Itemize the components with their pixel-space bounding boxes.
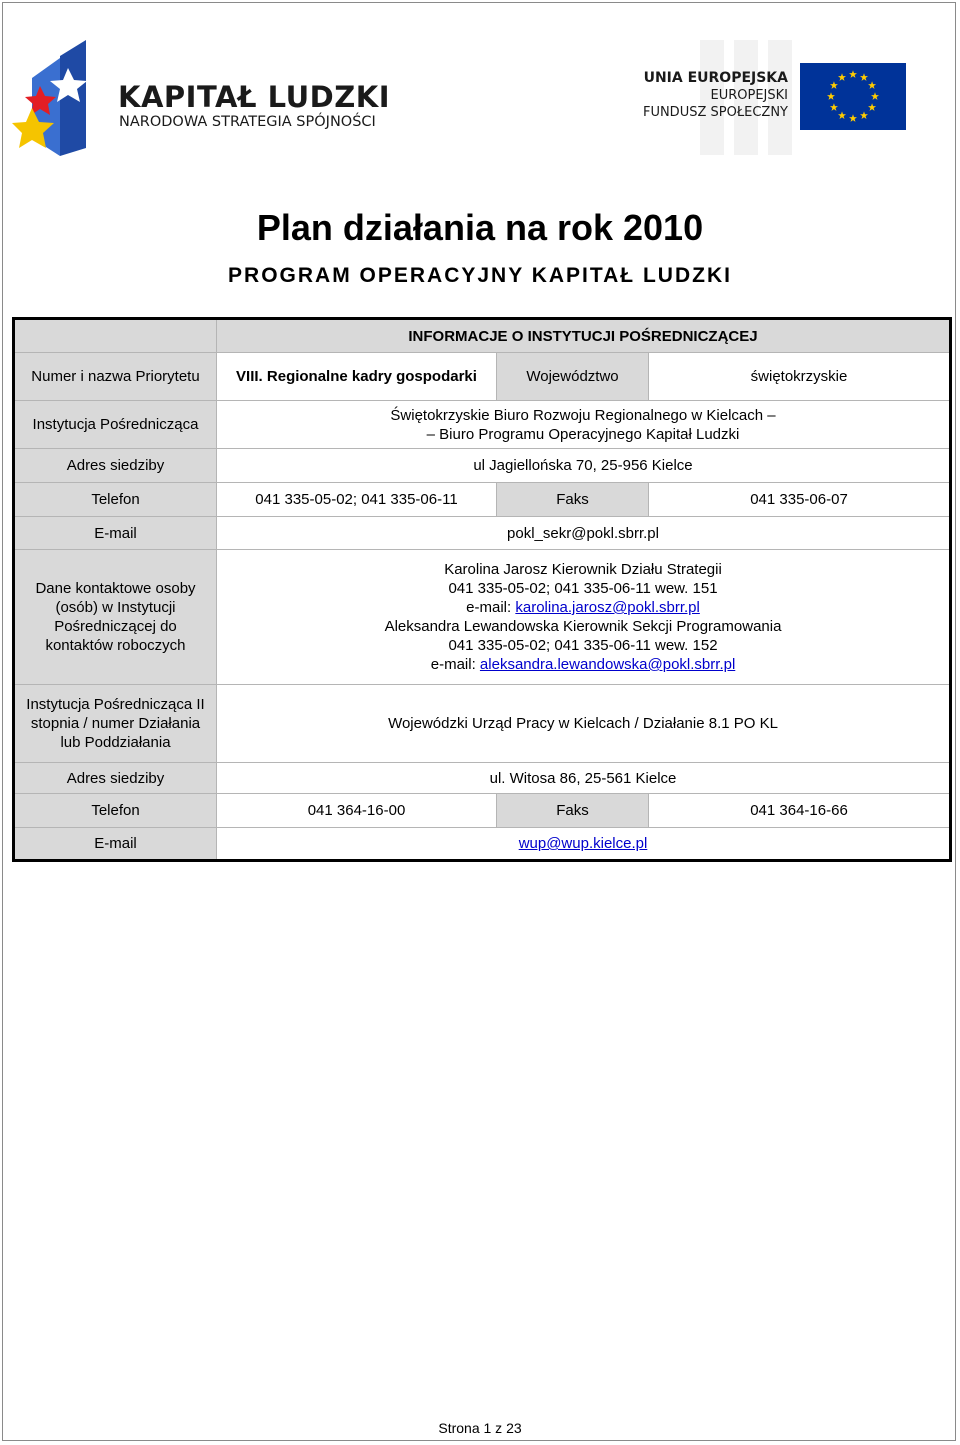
ip-label: Instytucja Pośrednicząca xyxy=(14,401,217,449)
contact-1-email-prefix: e-mail: xyxy=(466,599,516,616)
faks-value: 041 335-06-07 xyxy=(649,483,951,517)
faks2-value: 041 364-16-66 xyxy=(649,794,951,828)
document-title: Plan działania na rok 2010 xyxy=(256,207,704,248)
telefon-label: Telefon xyxy=(14,483,217,517)
table-row xyxy=(14,763,951,794)
eu-line-2: EUROPEJSKI xyxy=(710,88,788,103)
contact-2-email-line xyxy=(221,655,945,674)
eu-text-block xyxy=(643,70,788,121)
kapital-ludzki-subtitle: NARODOWA STRATEGIA SPÓJNOŚCI xyxy=(119,114,376,130)
adres-label: Adres siedziby xyxy=(14,449,217,483)
contact-2-name: Aleksandra Lewandowska Kierownik Sekcji Programowania xyxy=(384,618,782,635)
contact-1-name: Karolina Jarosz Kierownik Działu Strategii xyxy=(444,561,722,578)
email-label: E-mail xyxy=(14,517,217,550)
table-row xyxy=(14,483,951,517)
contact-1-email-link[interactable]: karolina.jarosz@pokl.sbrr.pl xyxy=(515,599,700,616)
telefon2-label: Telefon xyxy=(14,794,217,828)
table-row xyxy=(14,550,951,685)
kontakt-label: Dane kontaktowe osoby (osób) w Instytucji Pośredniczącej do kontaktów roboczych xyxy=(14,550,217,685)
faks-label: Faks xyxy=(497,483,649,517)
email2-label: E-mail xyxy=(14,828,217,861)
table-row xyxy=(14,353,951,401)
table-header-row xyxy=(14,319,951,353)
contact-1-email-line xyxy=(221,598,945,617)
faks2-label: Faks xyxy=(497,794,649,828)
ip-value xyxy=(217,401,951,449)
ip2-label: Instytucja Pośrednicząca II stopnia / numer Działania lub Poddziałania xyxy=(14,685,217,763)
telefon2-value: 041 364-16-00 xyxy=(217,794,497,828)
ip-value-line-1: Świętokrzyskie Biuro Rozwoju Regionalnego w Kielcach – xyxy=(390,406,776,424)
email2-value xyxy=(217,828,951,861)
contact-1-phone: 041 335-05-02; 041 335-06-11 wew. 151 xyxy=(448,580,718,597)
ip2-value: Wojewódzki Urząd Pracy w Kielcach / Działanie 8.1 PO KL xyxy=(217,685,951,763)
table-row xyxy=(14,401,951,449)
wojewodztwo-label: Województwo xyxy=(497,353,649,401)
table-row xyxy=(14,449,951,483)
table-row xyxy=(14,794,951,828)
email2-link[interactable]: wup@wup.kielce.pl xyxy=(518,835,648,852)
contact-2-email-prefix: e-mail: xyxy=(430,656,480,673)
table-row xyxy=(14,517,951,550)
eu-flag-icon xyxy=(800,63,906,130)
kapital-ludzki-title: KAPITAŁ LUDZKI xyxy=(118,80,391,114)
table-header: INFORMACJE O INSTYTUCJI POŚREDNICZĄCEJ xyxy=(217,319,951,353)
page-number: Strona 1 z 23 xyxy=(438,1420,522,1436)
document-subtitle: PROGRAM OPERACYJNY KAPITAŁ LUDZKI xyxy=(228,264,732,287)
table-row xyxy=(14,828,951,861)
institution-info-table xyxy=(12,317,952,862)
adres2-label: Adres siedziby xyxy=(14,763,217,794)
priorytet-label: Numer i nazwa Priorytetu xyxy=(14,353,217,401)
adres-value: ul Jagiellońska 70, 25-956 Kielce xyxy=(217,449,951,483)
email-value: pokl_sekr@pokl.sbrr.pl xyxy=(217,517,951,550)
contact-2-email-link[interactable]: aleksandra.lewandowska@pokl.sbrr.pl xyxy=(479,656,736,673)
adres2-value: ul. Witosa 86, 25-561 Kielce xyxy=(217,763,951,794)
eu-line-1: UNIA EUROPEJSKA xyxy=(643,70,788,86)
table-row xyxy=(14,685,951,763)
kontakt-value xyxy=(217,550,951,685)
priorytet-value: VIII. Regionalne kadry gospodarki xyxy=(217,353,497,401)
telefon-value: 041 335-05-02; 041 335-06-11 xyxy=(217,483,497,517)
contact-2-phone: 041 335-05-02; 041 335-06-11 wew. 152 xyxy=(448,637,718,654)
ip-value-line-2: – Biuro Programu Operacyjnego Kapitał Ludzki xyxy=(426,425,740,443)
wojewodztwo-value: świętokrzyskie xyxy=(649,353,951,401)
eu-line-3: FUNDUSZ SPOŁECZNY xyxy=(642,105,788,120)
